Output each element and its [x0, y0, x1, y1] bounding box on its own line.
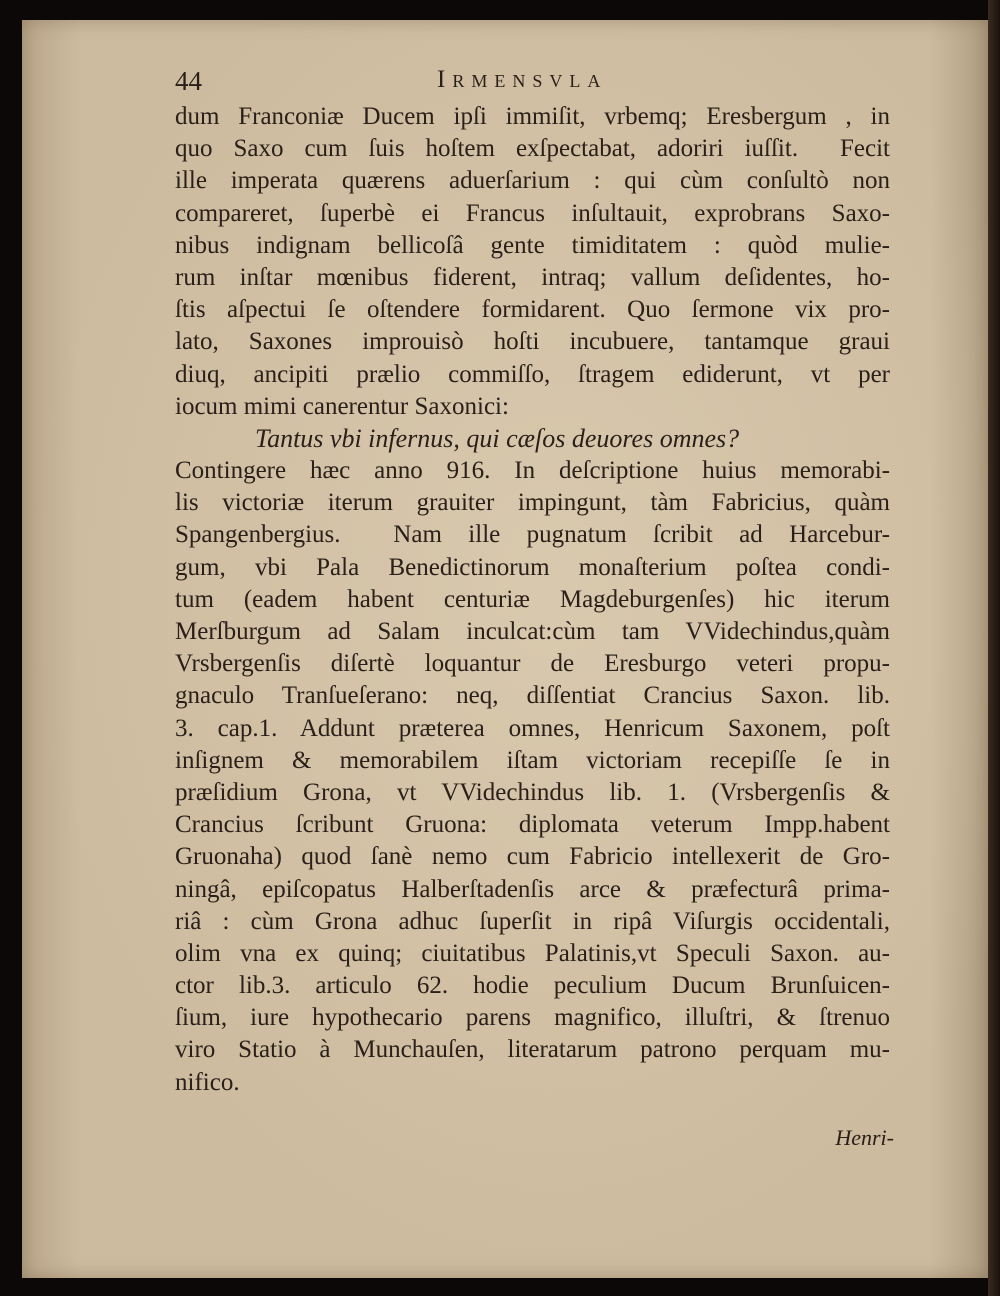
- catchword: Henri-: [835, 1125, 894, 1150]
- text-line: præſidium Grona, vt VVidechindus lib. 1. (Vrsbergenſis &: [175, 778, 890, 806]
- text-line: ctor lib.3. articulo 62. hodie peculium Ducum Brunſuicen-: [175, 972, 890, 1000]
- text-line: gnaculo Tranſueſerano: neq, diſſentiat Crancius Saxon. lib.: [175, 682, 890, 710]
- text-line: ſtis aſpectui ſe oſtendere formidarent. Quo ſermone vix pro-: [175, 296, 890, 324]
- text-line: tum (eadem habent centuriæ Magdeburgenſes) hic iterum: [175, 585, 890, 613]
- text-line: Contingere hæc anno 916. In deſcriptione huius memorabi-: [175, 457, 890, 485]
- text-line: Crancius ſcribunt Gruona: diplomata veterum Impp.habent: [175, 811, 890, 839]
- text-line: nifico.: [175, 1068, 240, 1096]
- running-head: [175, 66, 895, 98]
- verse-quotation: Tantus vbi infernus, qui cæſos deuores omnes?: [255, 423, 740, 453]
- text-line: viro Statio à Munchauſen, literatarum patrono perquam mu-: [175, 1036, 890, 1064]
- text-line: nibus indignam bellicoſâ gente timiditatem : quòd mulie-: [175, 231, 890, 259]
- text-line: ningâ, epiſcopatus Halberſtadenſis arce & præfecturâ prima-: [175, 875, 890, 903]
- text-line: gum, vbi Pala Benedictinorum monaſterium poſtea condi-: [175, 553, 890, 581]
- text-line: dum Franconiæ Ducem ipſi immiſit, vrbemq; Eresbergum , in: [175, 103, 890, 130]
- text-line: ſium, iure hypothecario parens magnifico, illuſtri, & ſtrenuo: [175, 1004, 890, 1032]
- text-line: inſignem & memorabilem iſtam victoriam recepiſſe ſe in: [175, 746, 890, 774]
- text-line: rum inſtar mœnibus fiderent, intraq; vallum deſidentes, ho-: [175, 263, 890, 291]
- page-edge: [988, 0, 1000, 1296]
- text-line: Merſburgum ad Salam inculcat:cùm tam VVidechindus,quàm: [175, 618, 890, 645]
- text-line: Gruonaha) quod ſanè nemo cum Fabricio intellexerit de Gro-: [175, 843, 890, 871]
- text-line: riâ : cùm Grona adhuc ſuperſit in ripâ Viſurgis occidentali,: [175, 907, 890, 935]
- text-line: quo Saxo cum ſuis hoſtem exſpectabat, adoriri iuſſit. Fecit: [175, 135, 890, 163]
- page-number: 44: [175, 66, 202, 96]
- text-line: lis victoriæ iterum grauiter impingunt, tàm Fabricius, quàm: [175, 489, 890, 517]
- text-line: compareret, ſuperbè ei Francus inſultauit, exprobrans Saxo-: [175, 199, 890, 227]
- body-text: [175, 101, 890, 1099]
- text-line: Vrsbergenſis diſertè loquantur de Eresburgo veteri propu-: [175, 650, 890, 678]
- text-line: 3. cap.1. Addunt præterea omnes, Henricum Saxonem, poſt: [175, 714, 890, 742]
- text-line: Spangenbergius. Nam ille pugnatum ſcribit ad Harcebur-: [175, 521, 890, 549]
- text-line: olim vna ex quinq; ciuitatibus Palatinis,vt Speculi Saxon. au-: [175, 939, 890, 967]
- text-line: iocum mimi canerentur Saxonici:: [175, 392, 509, 420]
- running-title: Irmensvla: [437, 66, 608, 93]
- text-line: lato, Saxones improuisò hoſti incubuere, tantamque graui: [175, 328, 890, 356]
- text-line: diuq, ancipiti prælio commiſſo, ſtragem ediderunt, vt per: [175, 360, 890, 388]
- text-line: ille imperata quærens aduerſarium : qui cùm conſultò non: [175, 167, 890, 195]
